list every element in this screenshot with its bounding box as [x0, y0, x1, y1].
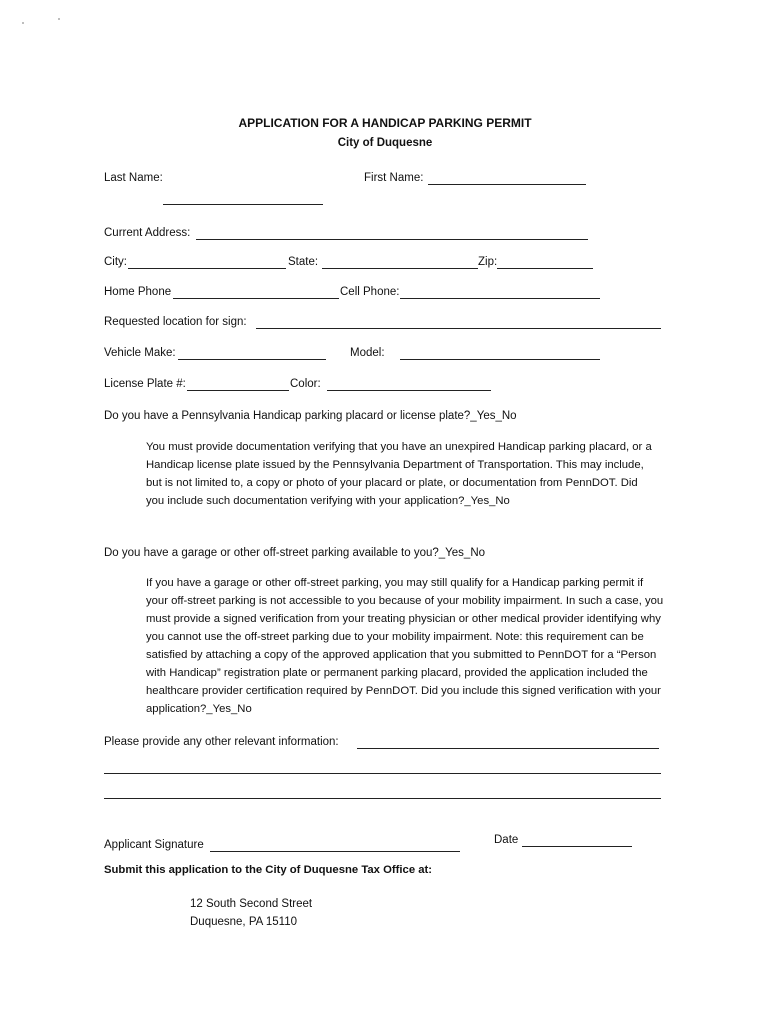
placard-documentation-note: You must provide documentation verifying that you have an unexpired Handicap parking placard, or a Handicap license plate issued by the Pennsylvania Department of Transportation. This may include, but is not limited to, a copy or photo of your placard or plate, or documentation from PennDOT. Did you include such documentation verifying with your application?_Yes_No — [146, 441, 652, 507]
color-field[interactable] — [327, 390, 491, 391]
zip-field[interactable] — [497, 268, 593, 269]
first-name-label: First Name: — [364, 172, 424, 184]
model-label: Model: — [350, 347, 385, 359]
cell-phone-label: Cell Phone: — [340, 286, 400, 298]
color-label: Color: — [290, 378, 321, 390]
vehicle-make-field[interactable] — [178, 359, 326, 360]
requested-location-field[interactable] — [256, 328, 661, 329]
current-address-label: Current Address: — [104, 227, 191, 239]
cell-phone-field[interactable] — [400, 298, 600, 299]
applicant-signature-field[interactable] — [210, 851, 460, 852]
requested-location-label: Requested location for sign: — [104, 316, 247, 328]
document-title: APPLICATION FOR A HANDICAP PARKING PERMIT — [238, 116, 532, 130]
state-label: State: — [288, 256, 319, 268]
city-field[interactable] — [128, 268, 286, 269]
other-information-line-3[interactable] — [104, 798, 661, 799]
garage-verification-note: If you have a garage or other off-street parking, you may still qualify for a Handicap parking permit if your off-street parking is not accessible to you because of your mobility impairment. In such a case, you must provide a signed verification from your treating physician or other medical provider identifying why you cannot use the off-street parking due to your mobility impairment. Note: this requirement can be satisfied by attaching a copy of the approved application that you submitted to PennDOT for a “Person with Handicap” registration plate or permanent parking placard, provided the application included the healthcare provider certification required by PennDOT. Did you include this signed verification with your application?_Yes_No — [146, 577, 664, 715]
vehicle-make-label: Vehicle Make: — [104, 347, 176, 359]
last-name-label: Last Name: — [104, 172, 163, 184]
state-field[interactable] — [322, 268, 478, 269]
license-plate-field[interactable] — [187, 390, 289, 391]
submit-instruction: Submit this application to the City of Duquesne Tax Office at: — [104, 864, 433, 876]
other-information-line-2[interactable] — [104, 773, 661, 774]
question-placard-license-plate: Do you have a Pennsylvania Handicap parking placard or license plate?_Yes_No — [104, 410, 517, 422]
license-plate-label: License Plate #: — [104, 378, 186, 390]
other-information-label: Please provide any other relevant information: — [104, 736, 339, 748]
date-field[interactable] — [522, 846, 632, 847]
applicant-signature-label: Applicant Signature — [104, 839, 204, 851]
question-garage-off-street: Do you have a garage or other off-street parking available to you?_Yes_No — [104, 547, 486, 559]
document-subtitle: City of Duquesne — [337, 137, 433, 149]
city-label: City: — [104, 256, 127, 268]
office-address-line1: 12 South Second Street — [190, 898, 313, 910]
home-phone-label: Home Phone — [104, 286, 172, 298]
scan-speck — [58, 18, 60, 20]
office-address-line2: Duquesne, PA 15110 — [190, 916, 297, 928]
zip-label: Zip: — [478, 256, 498, 268]
other-information-field[interactable] — [357, 748, 659, 749]
home-phone-field[interactable] — [173, 298, 339, 299]
current-address-field[interactable] — [196, 239, 588, 240]
first-name-field[interactable] — [428, 184, 586, 185]
scan-speck — [22, 22, 24, 24]
last-name-field[interactable] — [163, 204, 323, 205]
model-field[interactable] — [400, 359, 600, 360]
date-label: Date — [494, 834, 519, 846]
